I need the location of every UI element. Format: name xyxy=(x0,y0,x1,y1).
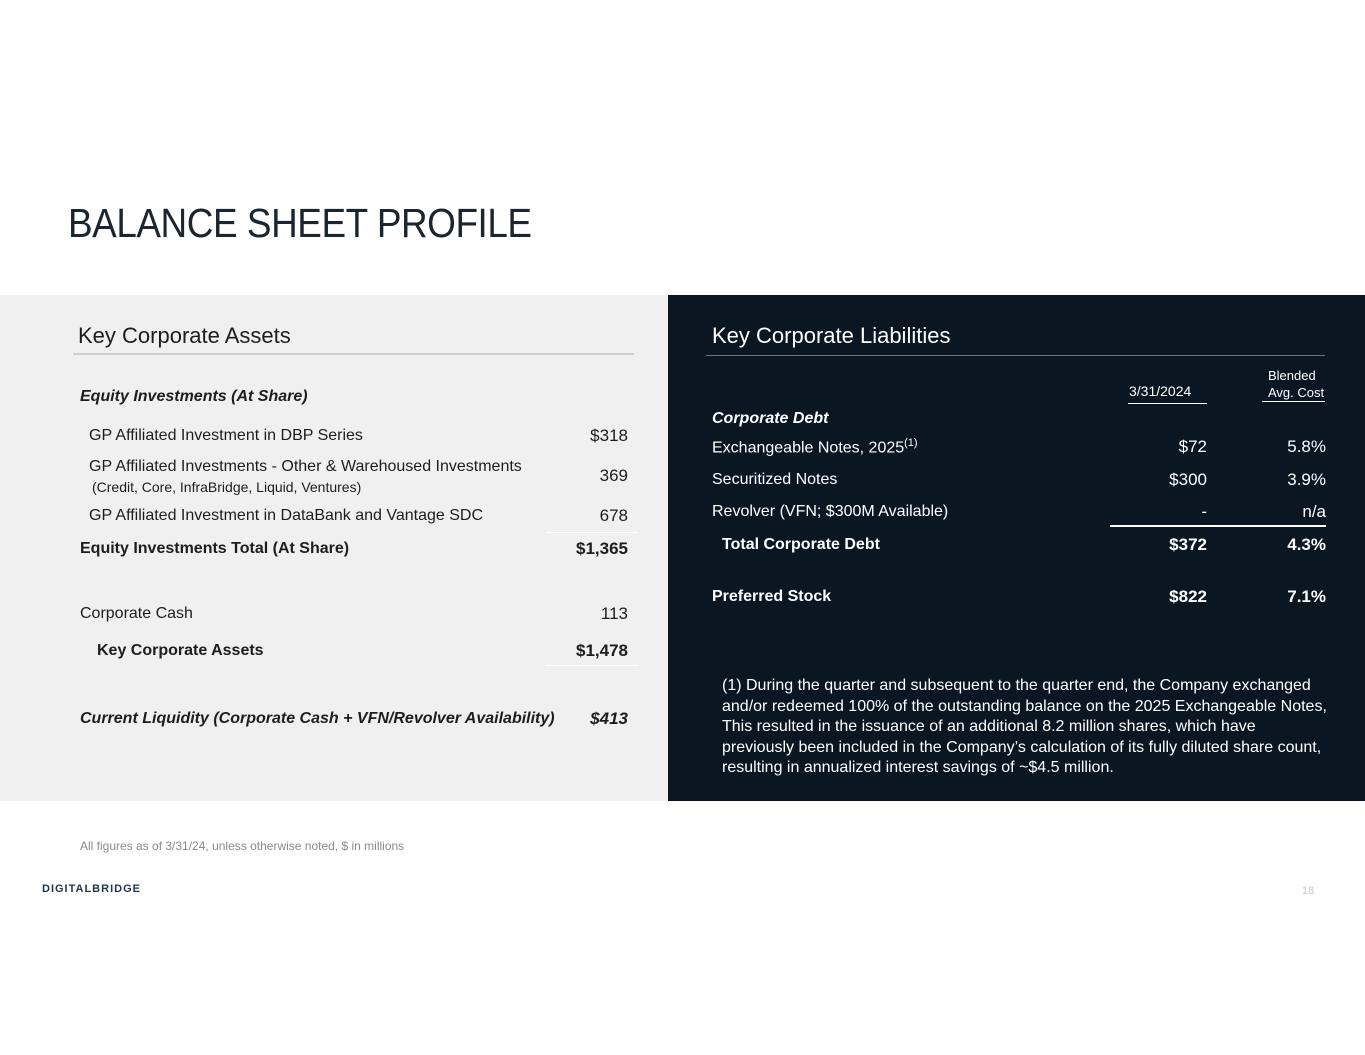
liability-row-value: - xyxy=(1201,502,1207,521)
asset-row-label: GP Affiliated Investment in DBP Series xyxy=(89,427,363,444)
total-debt-cost: 4.3% xyxy=(1287,535,1326,554)
liabilities-heading-rule xyxy=(706,355,1325,356)
key-assets-value: $1,478 xyxy=(576,641,628,660)
corporate-cash-label: Corporate Cash xyxy=(80,605,193,622)
liability-row-label xyxy=(712,437,918,457)
column-header-cost-rule xyxy=(1262,401,1325,402)
liability-row-cost: n/a xyxy=(1302,502,1326,521)
liability-row-value: $72 xyxy=(1178,437,1207,456)
liquidity-value: $413 xyxy=(590,709,628,728)
asset-row-value: $318 xyxy=(590,426,628,445)
footnote-marker: (1) xyxy=(904,437,918,449)
page-number: 18 xyxy=(1302,885,1315,897)
assets-panel xyxy=(0,295,668,801)
corporate-cash-value: 113 xyxy=(600,604,628,623)
asset-row-value: 369 xyxy=(599,466,628,485)
page-title: BALANCE SHEET PROFILE xyxy=(68,200,532,246)
liquidity-label: Current Liquidity (Corporate Cash + VFN/Revolver Availability) xyxy=(80,710,555,727)
liability-row-label: Securitized Notes xyxy=(712,471,838,488)
total-debt-value: $372 xyxy=(1169,535,1207,554)
asset-row-label: GP Affiliated Investment in DataBank and Vantage SDC xyxy=(89,507,484,524)
asset-row-label: GP Affiliated Investments - Other & Warehoused Investments xyxy=(89,458,522,475)
assets-heading: Key Corporate Assets xyxy=(78,323,291,348)
total-debt-rule xyxy=(1110,525,1326,527)
subtotal-rule xyxy=(546,532,638,533)
total-debt-label: Total Corporate Debt xyxy=(722,536,880,553)
liability-row-value: $300 xyxy=(1169,470,1207,489)
equity-investments-section-label: Equity Investments (At Share) xyxy=(80,388,308,405)
column-header-cost-line2: Avg. Cost xyxy=(1268,385,1325,400)
liability-row-label-text: Exchangeable Notes, 2025 xyxy=(712,439,905,457)
key-assets-label: Key Corporate Assets xyxy=(97,642,264,659)
equity-total-value: $1,365 xyxy=(576,539,628,558)
liabilities-footnote: (1) During the quarter and subsequent to the quarter end, the Company exchanged and/or redeemed 100% of the outstanding balance on the 2025 Exchangeable Notes, This resulted in the issuance of an additional 8.2 million shares, which have previously been included in the Company’s calculation of its fully diluted share count, resulting in annualized interest savings of ~$4.5 million. xyxy=(722,677,1327,776)
liability-row-cost: 5.8% xyxy=(1287,437,1326,456)
corporate-debt-section-label: Corporate Debt xyxy=(712,410,829,427)
column-header-cost-line1: Blended xyxy=(1268,368,1316,383)
preferred-stock-value: $822 xyxy=(1169,587,1207,606)
key-assets-rule xyxy=(546,665,638,666)
equity-total-label: Equity Investments Total (At Share) xyxy=(80,540,350,557)
preferred-stock-cost: 7.1% xyxy=(1287,587,1326,606)
assets-heading-rule xyxy=(73,353,634,355)
asset-row-sublabel: (Credit, Core, InfraBridge, Liquid, Ventures) xyxy=(92,479,362,495)
liabilities-heading: Key Corporate Liabilities xyxy=(712,323,951,348)
column-header-date: 3/31/2024 xyxy=(1129,383,1192,399)
liability-row-cost: 3.9% xyxy=(1287,470,1326,489)
liabilities-panel xyxy=(668,295,1365,801)
brand-logo: DIGITALBRIDGE xyxy=(42,883,141,895)
asset-row-value: 678 xyxy=(599,506,628,525)
liability-row-label: Revolver (VFN; $300M Available) xyxy=(712,503,949,520)
preferred-stock-label: Preferred Stock xyxy=(712,588,832,605)
figures-note: All figures as of 3/31/24, unless otherwise noted, $ in millions xyxy=(80,839,405,853)
column-header-date-rule xyxy=(1128,403,1207,404)
